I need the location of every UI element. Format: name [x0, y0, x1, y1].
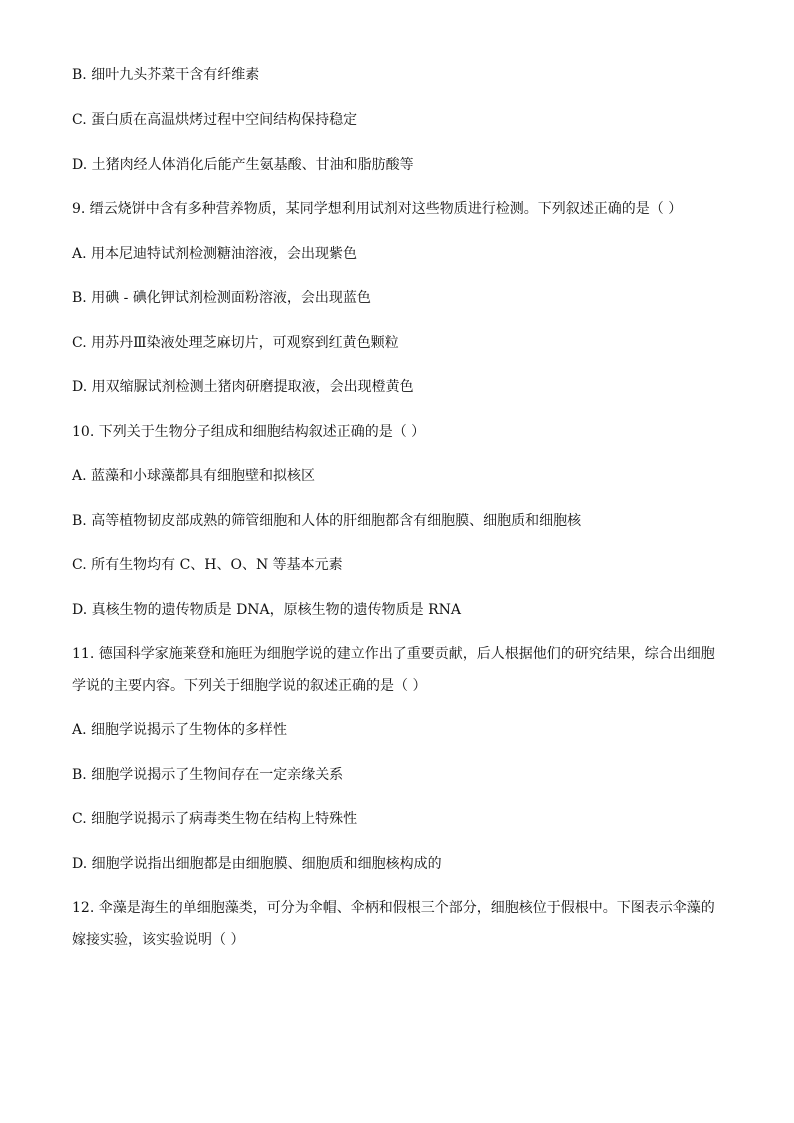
q10-option-a: A. 蓝藻和小球藻都具有细胞壁和拟核区	[72, 468, 316, 484]
q10-stem: 10. 下列关于生物分子组成和细胞结构叙述正确的是（ ）	[72, 424, 426, 440]
q10-option-b: B. 高等植物韧皮部成熟的筛管细胞和人体的肝细胞都含有细胞膜、细胞质和细胞核	[72, 513, 582, 529]
q11-option-d: D. 细胞学说指出细胞都是由细胞膜、细胞质和细胞核构成的	[72, 856, 442, 872]
q11-stem-line2: 学说的主要内容。下列关于细胞学说的叙述正确的是（ ）	[72, 678, 427, 694]
q11-stem-line1: 11. 德国科学家施莱登和施旺为细胞学说的建立作出了重要贡献，后人根据他们的研究结果，综合出细胞	[72, 646, 715, 662]
q8-option-d: D. 土猪肉经人体消化后能产生氨基酸、甘油和脂肪酸等	[72, 157, 414, 173]
q8-option-c: C. 蛋白质在高温烘烤过程中空间结构保持稳定	[72, 112, 358, 128]
q9-option-a: A. 用本尼迪特试剂检测糖油溶液，会出现紫色	[72, 246, 358, 262]
q9-stem: 9. 缙云烧饼中含有多种营养物质，某同学想利用试剂对这些物质进行检测。下列叙述正确的是（ ）	[72, 201, 683, 217]
q11-option-b: B. 细胞学说揭示了生物间存在一定亲缘关系	[72, 767, 344, 783]
q9-option-d: D. 用双缩脲试剂检测土猪肉研磨提取液，会出现橙黄色	[72, 379, 414, 395]
q12-stem-line2: 嫁接实验，该实验说明（ ）	[72, 932, 245, 948]
q9-option-b: B. 用碘 - 碘化钾试剂检测面粉溶液，会出现蓝色	[72, 290, 371, 306]
q9-option-c: C. 用苏丹Ⅲ染液处理芝麻切片，可观察到红黄色颗粒	[72, 335, 399, 351]
q11-option-c: C. 细胞学说揭示了病毒类生物在结构上特殊性	[72, 811, 358, 827]
q10-option-c: C. 所有生物均有 C、H、O、N 等基本元素	[72, 557, 343, 573]
q12-stem-line1: 12. 伞藻是海生的单细胞藻类，可分为伞帽、伞柄和假根三个部分，细胞核位于假根中。下图表示伞藻的	[72, 900, 715, 916]
q8-option-b: B. 细叶九头芥菜干含有纤维素	[72, 67, 260, 83]
q10-option-d: D. 真核生物的遗传物质是 DNA，原核生物的遗传物质是 RNA	[72, 602, 462, 618]
q11-option-a: A. 细胞学说揭示了生物体的多样性	[72, 722, 288, 738]
